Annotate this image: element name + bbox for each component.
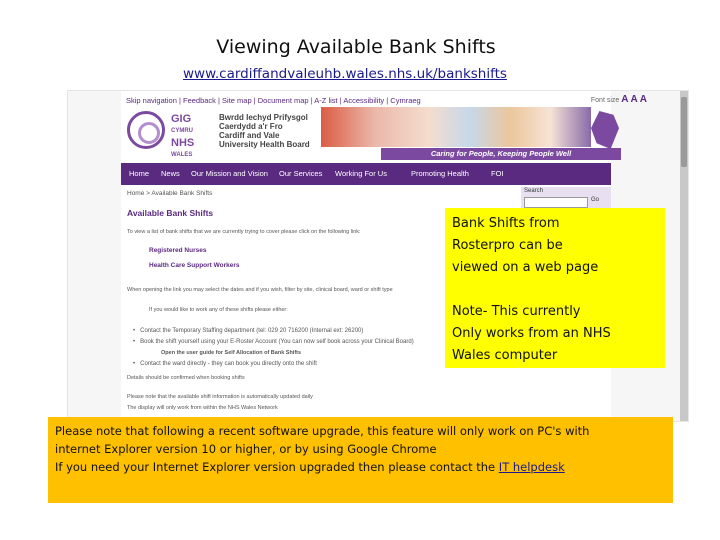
health-care-support-workers-link[interactable]: Health Care Support Workers (149, 262, 240, 269)
font-size-label: Font size (590, 97, 620, 104)
network-note: The display will only work from within the NHS Wales Network (127, 405, 278, 411)
search-input[interactable] (524, 197, 588, 208)
breadcrumb[interactable]: Home > Available Bank Shifts (127, 190, 213, 197)
font-size-glyphs[interactable]: A A A (621, 94, 647, 105)
slide-title: Viewing Available Bank Shifts (216, 36, 496, 58)
content-heading: Available Bank Shifts (127, 208, 214, 218)
wales-map-icon (591, 111, 619, 149)
work-prompt: If you would like to work any of these shifts please either: (149, 307, 288, 313)
search-go-button[interactable]: Go (591, 197, 600, 203)
nav-news[interactable]: News (161, 169, 180, 178)
health-board-name: Bwrdd Iechyd Prifysgol Caerdydd a'r Fro Cardiff and Vale University Health Board (219, 113, 310, 149)
nav-working-for-us[interactable]: Working For Us (335, 169, 387, 178)
nav-promoting-health[interactable]: Promoting Health (411, 169, 469, 178)
filter-instructions: When opening the link you may select the dates and if you wish, filter by site, clinical board, ward or shift type (127, 287, 393, 293)
header-photo-banner (321, 107, 591, 147)
site-header (121, 107, 611, 163)
nav-foi[interactable]: FOI (491, 169, 504, 178)
bullet-contact-ward: • Contact the ward directly - they can book you directly onto the shift (133, 361, 317, 367)
scrollbar-thumb[interactable] (681, 97, 687, 167)
user-guide-link[interactable]: Open the user guide for Self Allocation of Bank Shifts (161, 350, 302, 356)
nhs-logo-icon (127, 111, 165, 149)
skip-navigation-bar[interactable]: Skip navigation | Feedback | Site map | Document map | A-Z list | Accessibility | Cymraeg (126, 96, 421, 105)
bank-shifts-url-link[interactable]: www.cardiffandvaleuhb.wales.nhs.uk/bankshifts (183, 66, 507, 82)
note-line-3: If you need your Internet Explorer version upgraded then please contact the IT helpdesk (55, 460, 565, 474)
search-label: Search (524, 188, 544, 194)
registered-nurses-link[interactable]: Registered Nurses (149, 247, 207, 254)
confirm-text: Details should be confirmed when booking shifts (127, 375, 245, 381)
site-tagline: Caring for People, Keeping People Well (381, 148, 621, 160)
main-nav (121, 163, 611, 185)
bank-shifts-callout: Bank Shifts from Rosterpro can be viewed on a web page Note- This currently Only works from an NHS Wales computer (445, 208, 665, 368)
bullet-contact-staffing: • Contact the Temporary Staffing department (tel: 029 20 716200 (Internal ext: 26200) (133, 328, 364, 334)
browser-requirement-note (48, 417, 673, 503)
nhs-wales-wordmark: GIG CYMRU NHS WALES (171, 113, 195, 158)
bullet-self-book: • Book the shift yourself using your E-Roster Account (You can now self book across your Clinical Board) (133, 339, 414, 345)
nav-home[interactable]: Home (129, 169, 150, 178)
it-helpdesk-link[interactable]: IT helpdesk (498, 460, 565, 474)
note-line-1: Please note that following a recent software upgrade, this feature will only work on PC's with (55, 424, 590, 438)
note-line-2: internet Explorer version 10 or higher, or by using Google Chrome (55, 442, 437, 456)
nav-mission-vision[interactable]: Our Mission and Vision (191, 169, 268, 178)
nav-our-services[interactable]: Our Services (279, 169, 323, 178)
font-size-control[interactable] (591, 94, 647, 105)
intro-text: To view a list of bank shifts that we are currently trying to cover please click on the following link: (127, 229, 361, 235)
search-panel (521, 187, 611, 209)
update-note: Please note that the available shift information is automatically updated daily (127, 394, 313, 400)
page-scrollbar[interactable] (680, 91, 688, 421)
